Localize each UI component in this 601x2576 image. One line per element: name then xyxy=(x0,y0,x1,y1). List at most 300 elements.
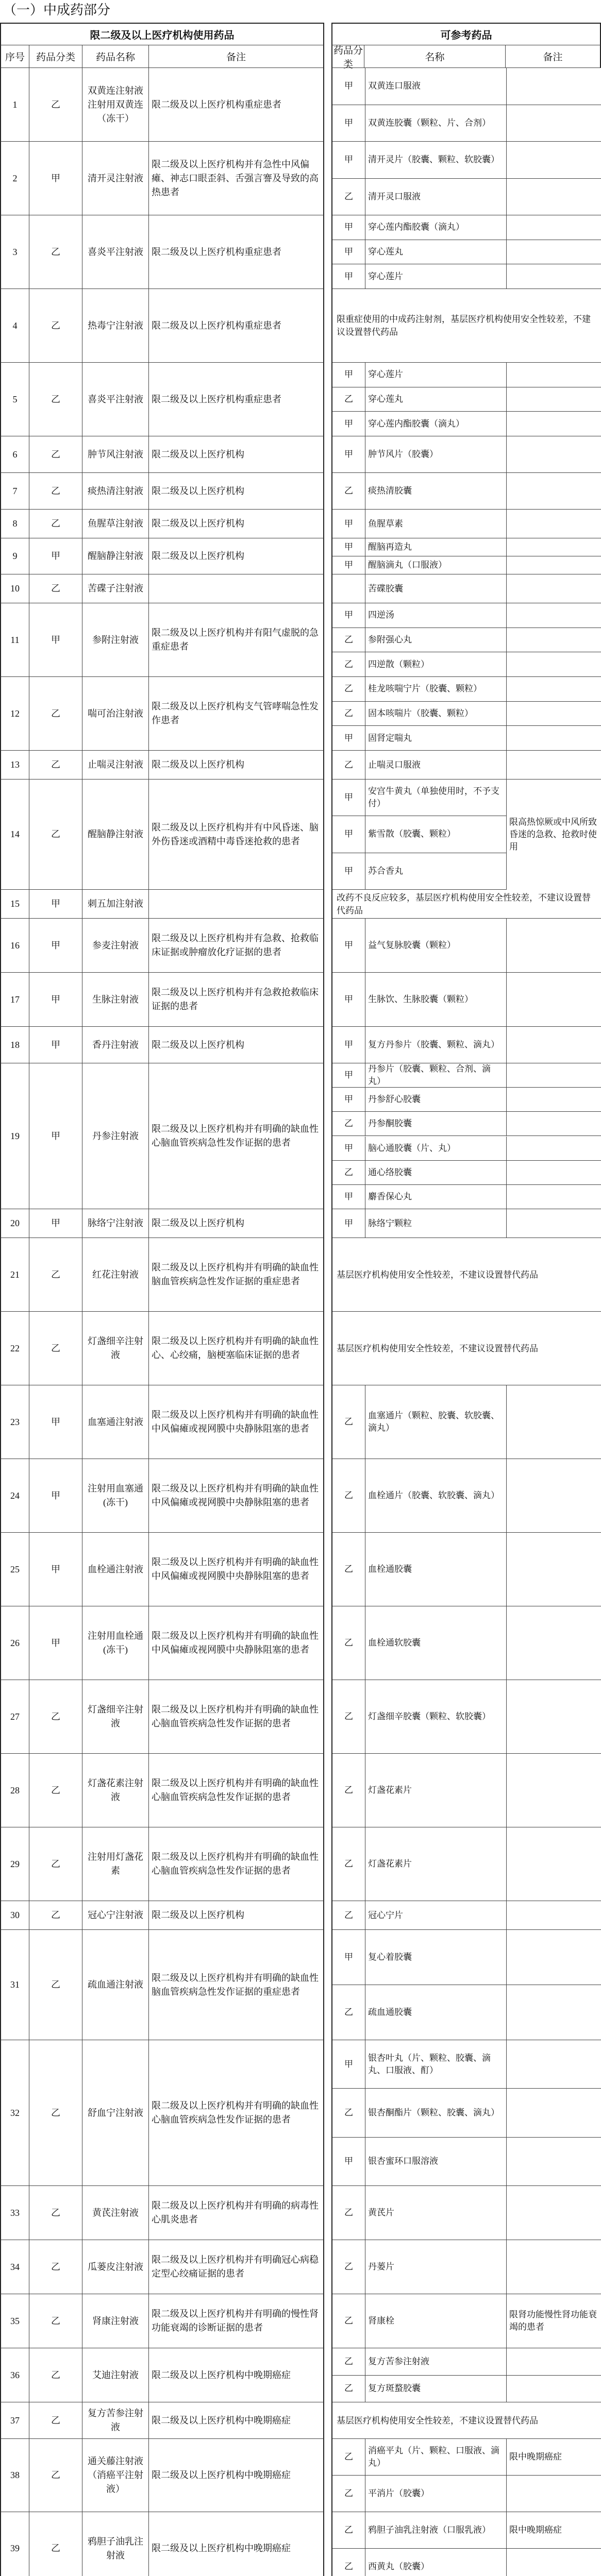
reference-row xyxy=(332,2402,601,2439)
reference-remark xyxy=(507,1680,601,1753)
reference-row xyxy=(332,473,601,510)
reference-drugs xyxy=(331,538,601,574)
drug-name: 生脉注射液 xyxy=(82,973,149,1027)
reference-remark xyxy=(507,677,601,701)
reference-name: 安宫牛黄丸（单独使用时，不予支付） xyxy=(365,779,507,816)
reference-remark xyxy=(507,1606,601,1680)
reference-name: 醒脑滴丸（口服液） xyxy=(365,556,507,574)
drug-category: 乙 xyxy=(29,1754,82,1827)
row-number: 1 xyxy=(0,68,29,142)
drug-category: 乙 xyxy=(29,473,82,510)
row-number: 34 xyxy=(0,2240,29,2294)
drug-name: 刺五加注射液 xyxy=(82,890,149,919)
drug-remark: 限二级及以上医疗机构重症患者 xyxy=(149,363,324,436)
reference-row xyxy=(332,1754,601,1827)
table-row xyxy=(0,1459,601,1533)
left-column-header: 药品分类 xyxy=(29,45,82,68)
reference-drugs xyxy=(331,574,601,603)
reference-remark xyxy=(507,1901,601,1929)
drug-remark: 限二级及以上医疗机构 xyxy=(149,538,324,574)
reference-row xyxy=(332,890,601,919)
drug-remark: 限二级及以上医疗机构并有明确的病毒性心肌炎患者 xyxy=(149,2186,324,2240)
reference-category: 乙 xyxy=(332,751,365,779)
reference-row xyxy=(332,264,601,289)
drug-name: 艾迪注射液 xyxy=(82,2348,149,2402)
reference-remark xyxy=(507,436,601,472)
row-number: 7 xyxy=(0,473,29,510)
reference-remark xyxy=(507,1161,601,1184)
drug-category: 乙 xyxy=(29,2240,82,2294)
drug-name: 清开灵注射液 xyxy=(82,142,149,215)
table-row xyxy=(0,2402,601,2439)
drug-category: 甲 xyxy=(29,1606,82,1680)
reference-drugs xyxy=(331,1827,601,1901)
reference-category: 乙 xyxy=(332,1827,365,1901)
row-number: 25 xyxy=(0,1533,29,1606)
reference-row xyxy=(332,289,601,363)
reference-drugs xyxy=(331,603,601,677)
reference-category: 甲 xyxy=(332,538,365,556)
drug-remark: 限二级及以上医疗机构 xyxy=(149,510,324,538)
row-number: 11 xyxy=(0,603,29,677)
reference-drugs xyxy=(331,473,601,510)
drug-category: 乙 xyxy=(29,1827,82,1901)
reference-category: 乙 xyxy=(332,1754,365,1827)
reference-category: 乙 xyxy=(332,2439,365,2475)
reference-name: 疏血通胶囊 xyxy=(365,1985,507,2040)
drug-remark: 限二级及以上医疗机构并有急救、抢救临床证据或肿瘤放化疗证据的患者 xyxy=(149,919,324,973)
reference-category: 乙 xyxy=(332,1606,365,1680)
reference-row xyxy=(332,105,601,142)
row-number: 3 xyxy=(0,215,29,289)
reference-name: 止喘灵口服液 xyxy=(365,751,507,779)
reference-name: 复方斑蝥胶囊 xyxy=(365,2376,507,2402)
reference-name: 益气复脉胶囊（颗粒） xyxy=(365,919,507,972)
drug-name: 灯盏花素注射液 xyxy=(82,1754,149,1827)
row-number: 15 xyxy=(0,890,29,919)
reference-row xyxy=(332,1985,601,2040)
drug-remark: 限二级及以上医疗机构 xyxy=(149,751,324,779)
reference-remark xyxy=(507,1027,601,1063)
drug-remark: 限二级及以上医疗机构重症患者 xyxy=(149,68,324,142)
reference-category: 甲 xyxy=(332,68,365,105)
drug-remark: 限二级及以上医疗机构并有明确的慢性肾功能衰竭的诊断证据的患者 xyxy=(149,2294,324,2348)
reference-name: 丹参酮胶囊 xyxy=(365,1112,507,1136)
reference-remark xyxy=(507,919,601,972)
table-row xyxy=(0,919,601,973)
drug-category: 甲 xyxy=(29,890,82,919)
reference-row xyxy=(332,2376,601,2403)
reference-row xyxy=(332,1161,601,1185)
drug-name: 冠心宁注射液 xyxy=(82,1901,149,1930)
reference-drugs xyxy=(331,2240,601,2294)
drug-remark: 限二级及以上医疗机构并有明确的缺血性中风偏瘫或视网膜中央静脉阻塞的患者 xyxy=(149,1385,324,1459)
reference-category: 乙 xyxy=(332,2186,365,2240)
reference-row xyxy=(332,1533,601,1606)
table-row xyxy=(0,436,601,473)
row-number: 16 xyxy=(0,919,29,973)
reference-name: 复方丹参片（胶囊、颗粒、滴丸） xyxy=(365,1027,507,1063)
drug-remark: 限二级及以上医疗机构支气管哮喘急性发作患者 xyxy=(149,677,324,751)
row-number: 5 xyxy=(0,363,29,436)
drug-name: 鱼腥草注射液 xyxy=(82,510,149,538)
reference-note: 改药不良反应较多，基层医疗机构使用安全性较差，不建议设置替代药品 xyxy=(337,892,591,916)
drug-name: 肿节风注射液 xyxy=(82,436,149,473)
reference-name: 四逆散（颗粒） xyxy=(365,652,507,676)
reference-remark xyxy=(507,68,601,105)
reference-name: 平消片（胶囊） xyxy=(365,2476,507,2512)
reference-remark xyxy=(507,1112,601,1136)
table-row xyxy=(0,1754,601,1827)
row-number: 17 xyxy=(0,973,29,1027)
reference-row xyxy=(332,1680,601,1754)
reference-drugs xyxy=(331,1754,601,1827)
reference-remark xyxy=(507,2040,601,2088)
table-row xyxy=(0,1930,601,2040)
table-row xyxy=(0,68,601,142)
drug-name: 双黄连注射液 注射用双黄连（冻干） xyxy=(82,68,149,142)
drug-name: 喜炎平注射液 xyxy=(82,363,149,436)
drug-category: 乙 xyxy=(29,1901,82,1930)
reference-row xyxy=(332,510,601,538)
row-number: 24 xyxy=(0,1459,29,1533)
reference-category: 甲 xyxy=(332,1027,365,1063)
reference-remark: 限肾功能慢性肾功能衰竭的患者 xyxy=(509,2310,597,2332)
drug-remark: 限二级及以上医疗机构 xyxy=(149,1209,324,1238)
drug-remark: 限二级及以上医疗机构中晚期癌症 xyxy=(149,2402,324,2439)
left-group-header: 限二级及以上医疗机构使用药品 xyxy=(0,23,324,45)
table-row xyxy=(0,1238,601,1312)
reference-note: 基层医疗机构使用安全性较差，不建议设置替代药品 xyxy=(337,2415,538,2426)
table-row xyxy=(0,538,601,574)
reference-category: 甲 xyxy=(332,363,365,387)
reference-remark xyxy=(507,2138,601,2185)
reference-category: 乙 xyxy=(332,387,365,412)
row-number: 33 xyxy=(0,2186,29,2240)
right-group-header: 可参考药品 xyxy=(331,23,601,45)
drug-remark: 限二级及以上医疗机构并有明确的缺血性中风偏瘫或视网膜中央静脉阻塞的患者 xyxy=(149,1459,324,1533)
table-row xyxy=(0,1385,601,1459)
reference-row xyxy=(332,1063,601,1088)
drug-category: 乙 xyxy=(29,215,82,289)
reference-row xyxy=(332,973,601,1027)
reference-drugs xyxy=(331,1459,601,1533)
reference-category: 乙 xyxy=(332,1533,365,1606)
right-column-header: 名称 xyxy=(364,45,506,68)
reference-name: 四逆汤 xyxy=(365,603,507,628)
drug-name: 瓜蒌皮注射液 xyxy=(82,2240,149,2294)
reference-row xyxy=(332,2348,601,2376)
table-row xyxy=(0,1680,601,1754)
drug-remark: 限二级及以上医疗机构重症患者 xyxy=(149,215,324,289)
drug-name: 注射用血栓通(冻干) xyxy=(82,1606,149,1680)
reference-remark xyxy=(507,1930,601,1985)
reference-note: 基层医疗机构使用安全性较差，不建议设置替代药品 xyxy=(337,1269,538,1280)
drug-remark: 限二级及以上医疗机构 xyxy=(149,1901,324,1930)
row-number: 38 xyxy=(0,2439,29,2512)
drug-category: 乙 xyxy=(29,751,82,779)
reference-row xyxy=(332,1827,601,1901)
reference-remark xyxy=(507,215,601,240)
row-number: 32 xyxy=(0,2040,29,2186)
reference-drugs xyxy=(331,751,601,779)
reference-remark xyxy=(507,2089,601,2137)
reference-category: 甲 xyxy=(332,779,365,816)
reference-name: 双黄连胶囊（颗粒、片、合剂） xyxy=(365,105,507,142)
reference-name: 苏合香丸 xyxy=(365,853,507,889)
reference-name: 灯盏花素片 xyxy=(365,1754,507,1827)
reference-name: 麝香保心丸 xyxy=(365,1185,507,1209)
drug-remark: 限二级及以上医疗机构并有明确的缺血性心、心绞痛，脑梗塞临床证据的患者 xyxy=(149,1312,324,1385)
drug-category: 甲 xyxy=(29,919,82,973)
drug-category: 乙 xyxy=(29,677,82,751)
reference-category: 甲 xyxy=(332,412,365,436)
drug-name: 喘可治注射液 xyxy=(82,677,149,751)
reference-remark xyxy=(507,574,601,603)
drug-name: 灯盏细辛注射液 xyxy=(82,1312,149,1385)
drug-category: 乙 xyxy=(29,2512,82,2576)
table-row xyxy=(0,2186,601,2240)
table-row xyxy=(0,2348,601,2402)
drug-category: 乙 xyxy=(29,363,82,436)
reference-category: 甲 xyxy=(332,436,365,472)
drug-remark: 限二级及以上医疗机构并有明确冠心病稳定型心绞痛证据的患者 xyxy=(149,2240,324,2294)
drug-name: 灯盏细辛注射液 xyxy=(82,1680,149,1754)
reference-drugs xyxy=(331,1027,601,1063)
table-row xyxy=(0,973,601,1027)
table-row xyxy=(0,751,601,779)
reference-category: 乙 xyxy=(332,2512,365,2548)
reference-remark xyxy=(507,2376,601,2402)
table-row xyxy=(0,2040,601,2186)
row-number: 9 xyxy=(0,538,29,574)
drug-remark xyxy=(149,574,324,603)
reference-name: 脉络宁颗粒 xyxy=(365,1209,507,1238)
reference-name: 生脉饮、生脉胶囊（颗粒） xyxy=(365,973,507,1026)
left-column-header: 序号 xyxy=(0,45,29,68)
drug-remark: 限二级及以上医疗机构 xyxy=(149,473,324,510)
reference-name: 桂龙咳喘宁片（胶囊、颗粒） xyxy=(365,677,507,701)
row-number: 31 xyxy=(0,1930,29,2040)
row-number: 35 xyxy=(0,2294,29,2348)
reference-remark xyxy=(507,2240,601,2294)
drug-category: 乙 xyxy=(29,2402,82,2439)
row-number: 27 xyxy=(0,1680,29,1754)
reference-row xyxy=(332,436,601,473)
row-number: 2 xyxy=(0,142,29,215)
drug-remark: 限二级及以上医疗机构并有阳气虚脱的急重症患者 xyxy=(149,603,324,677)
reference-remark xyxy=(507,105,601,142)
reference-category: 乙 xyxy=(332,2376,365,2402)
table-row xyxy=(0,677,601,751)
section-title: （一）中成药部分 xyxy=(3,3,111,18)
reference-row xyxy=(332,1027,601,1063)
reference-row xyxy=(332,387,601,412)
reference-name: 清开灵口服液 xyxy=(365,179,507,215)
reference-category: 甲 xyxy=(332,973,365,1026)
drug-category: 乙 xyxy=(29,1680,82,1754)
row-number: 6 xyxy=(0,436,29,473)
reference-category: 甲 xyxy=(332,726,365,750)
drug-remark: 限二级及以上医疗机构并有急性中风偏瘫、神志口眼歪斜、舌强言謇及导致的高热患者 xyxy=(149,142,324,215)
reference-category: 乙 xyxy=(332,2294,365,2348)
reference-row xyxy=(332,919,601,973)
reference-name: 穿心莲片 xyxy=(365,264,507,289)
drug-category: 乙 xyxy=(29,510,82,538)
drug-name: 血栓通注射液 xyxy=(82,1533,149,1606)
reference-remark xyxy=(507,603,601,628)
reference-category: 乙 xyxy=(332,1680,365,1753)
drug-category: 甲 xyxy=(29,973,82,1027)
drug-category: 乙 xyxy=(29,1312,82,1385)
row-number: 12 xyxy=(0,677,29,751)
drug-category: 乙 xyxy=(29,574,82,603)
drug-category: 甲 xyxy=(29,1533,82,1606)
right-column-header: 备注 xyxy=(506,45,601,68)
reference-remark xyxy=(507,2549,601,2576)
row-number: 14 xyxy=(0,779,29,890)
row-number: 29 xyxy=(0,1827,29,1901)
drug-name: 参附注射液 xyxy=(82,603,149,677)
row-number: 36 xyxy=(0,2348,29,2402)
reference-name: 消癌平丸（片、颗粒、口服液、滴丸） xyxy=(365,2439,507,2475)
drug-category: 甲 xyxy=(29,1027,82,1063)
reference-row xyxy=(332,751,601,779)
drug-category: 甲 xyxy=(29,142,82,215)
reference-drugs xyxy=(331,1063,601,1209)
row-number: 8 xyxy=(0,510,29,538)
reference-remark xyxy=(507,1459,601,1532)
drug-remark: 限二级及以上医疗机构中晚期癌症 xyxy=(149,2439,324,2512)
row-number: 18 xyxy=(0,1027,29,1063)
reference-row xyxy=(332,1312,601,1385)
drug-category: 乙 xyxy=(29,1930,82,2040)
drug-name: 香丹注射液 xyxy=(82,1027,149,1063)
reference-remark xyxy=(507,628,601,652)
reference-drugs xyxy=(331,142,601,215)
reference-remark xyxy=(507,412,601,436)
table-row xyxy=(0,1827,601,1901)
reference-drugs xyxy=(331,1606,601,1680)
drug-category: 乙 xyxy=(29,2348,82,2402)
reference-remark: 限高热惊厥或中风所致昏迷的急救、抢救时使用 xyxy=(507,779,601,890)
reference-remark xyxy=(507,142,601,178)
reference-note: 限重症使用的中成药注射剂，基层医疗机构使用安全性较差，不建议设置替代药品 xyxy=(337,314,591,337)
drug-remark: 限二级及以上医疗机构并有明确的缺血性心脑血管疾病急性发作证据的患者 xyxy=(149,2040,324,2186)
reference-name: 血栓通胶囊 xyxy=(365,1533,507,1606)
reference-drugs xyxy=(331,890,601,919)
table-row xyxy=(0,1209,601,1238)
reference-remark xyxy=(507,363,601,387)
left-column-header: 备注 xyxy=(149,45,324,68)
table-row xyxy=(0,2439,601,2512)
reference-name: 丹蒌片 xyxy=(365,2240,507,2294)
row-number: 20 xyxy=(0,1209,29,1238)
drug-name: 喜炎平注射液 xyxy=(82,215,149,289)
reference-category: 乙 xyxy=(332,677,365,701)
reference-row xyxy=(332,603,601,628)
reference-row xyxy=(332,2089,601,2137)
reference-row xyxy=(332,702,601,726)
reference-name: 血塞通片（颗粒、胶囊、软胶囊、滴丸） xyxy=(365,1385,507,1459)
reference-drugs xyxy=(331,2040,601,2186)
reference-remark xyxy=(507,726,601,750)
reference-row xyxy=(332,628,601,653)
reference-remark xyxy=(507,538,601,556)
drug-remark: 限二级及以上医疗机构 xyxy=(149,1027,324,1063)
reference-remark xyxy=(507,264,601,289)
reference-name: 黄芪片 xyxy=(365,2186,507,2240)
drug-remark: 限二级及以上医疗机构并有明确的缺血性心脑血管疾病急性发作证据的患者 xyxy=(149,1063,324,1209)
reference-row xyxy=(332,1137,601,1161)
table-row xyxy=(0,289,601,363)
reference-drugs xyxy=(331,1209,601,1238)
reference-row xyxy=(332,2549,601,2576)
reference-category: 甲 xyxy=(332,142,365,178)
left-column-header: 药品名称 xyxy=(82,45,149,68)
reference-category: 甲 xyxy=(332,1137,365,1160)
table-row xyxy=(0,142,601,215)
row-number: 39 xyxy=(0,2512,29,2576)
reference-category: 甲 xyxy=(332,2138,365,2185)
reference-category: 甲 xyxy=(332,2040,365,2088)
reference-remark: 限中晚期癌症 xyxy=(509,2452,562,2462)
reference-remark xyxy=(507,1533,601,1606)
reference-name: 灯盏花素片 xyxy=(365,1827,507,1901)
reference-remark xyxy=(507,1985,601,2040)
reference-drugs xyxy=(331,2512,601,2576)
reference-name: 西黄丸（胶囊） xyxy=(365,2549,507,2576)
reference-remark xyxy=(507,1827,601,1901)
drug-remark: 限二级及以上医疗机构并有明确的缺血性中风偏瘫或视网膜中央静脉阻塞的患者 xyxy=(149,1533,324,1606)
reference-drugs xyxy=(331,68,601,142)
row-number: 19 xyxy=(0,1063,29,1209)
drug-name: 丹参注射液 xyxy=(82,1063,149,1209)
reference-name: 穿心莲丸 xyxy=(365,387,507,412)
drug-remark xyxy=(149,890,324,919)
reference-remark xyxy=(507,702,601,726)
reference-row xyxy=(332,412,601,436)
reference-row xyxy=(332,1209,601,1238)
reference-remark xyxy=(507,1088,601,1111)
table-row xyxy=(0,473,601,510)
reference-drugs xyxy=(331,289,601,363)
drug-category: 乙 xyxy=(29,2294,82,2348)
reference-category: 甲 xyxy=(332,1088,365,1111)
table-row xyxy=(0,510,601,538)
reference-category: 甲 xyxy=(332,1209,365,1238)
reference-drugs xyxy=(331,677,601,751)
reference-name: 血栓通片（胶囊、软胶囊、滴丸） xyxy=(365,1459,507,1532)
right-column-header: 药品分类 xyxy=(331,45,364,68)
drug-name: 血塞通注射液 xyxy=(82,1385,149,1459)
drug-name: 热毒宁注射液 xyxy=(82,289,149,363)
reference-remark: 限中晚期癌症 xyxy=(509,2525,562,2535)
reference-drugs xyxy=(331,510,601,538)
reference-category: 乙 xyxy=(332,652,365,676)
reference-row xyxy=(332,1385,601,1459)
reference-remark xyxy=(507,387,601,412)
reference-row xyxy=(332,2439,601,2476)
reference-row xyxy=(332,574,601,603)
drug-category: 甲 xyxy=(29,1209,82,1238)
reference-name: 复心着胶囊 xyxy=(365,1930,507,1985)
reference-category: 乙 xyxy=(332,702,365,726)
reference-category: 乙 xyxy=(332,628,365,652)
reference-name: 灯盏细辛胶囊（颗粒、软胶囊） xyxy=(365,1680,507,1753)
drug-name: 通关藤注射液（消癌平注射液） xyxy=(82,2439,149,2512)
reference-row xyxy=(332,1185,601,1209)
